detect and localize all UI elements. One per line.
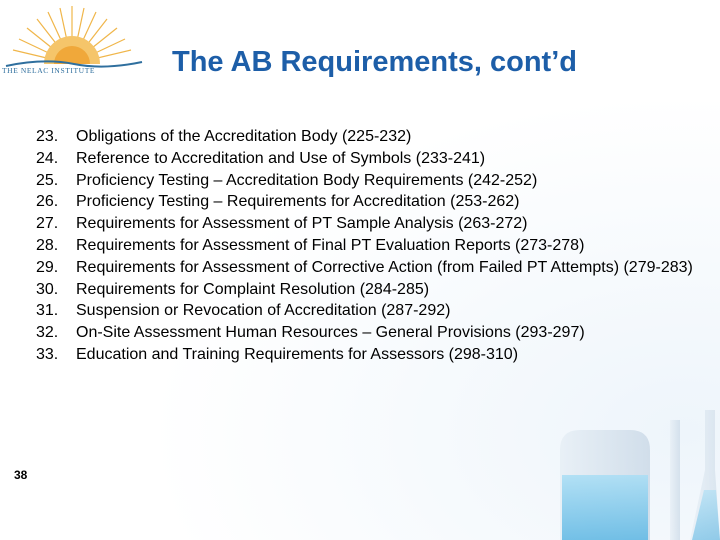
slide-title: The AB Requirements, cont’d [172,46,577,78]
list-item [36,235,716,257]
logo-wordmark: THE NELAC INSTITUTE [2,66,96,75]
list-item [36,126,716,148]
item-text: On-Site Assessment Human Resources – General Provisions (293-297) [76,324,585,342]
item-text: Requirements for Assessment of PT Sample Analysis (263-272) [76,215,528,233]
list-item [36,257,716,279]
list-item [36,322,716,344]
list-item [36,279,716,301]
item-text: Suspension or Revocation of Accreditation (287-292) [76,302,451,320]
item-number: 24. [36,149,59,167]
item-number: 27. [36,215,59,233]
item-number: 23. [36,128,59,145]
list-item [36,344,716,366]
item-number: 33. [36,345,59,363]
page-number: 38 [14,468,28,482]
item-text: Requirements for Assessment of Final PT Evaluation Reports (273-278) [76,236,585,254]
item-text: Education and Training Requirements for Assessors (298-310) [76,345,519,363]
list-item [36,170,716,192]
lab-glassware-illustration [520,390,720,540]
item-number: 32. [36,324,59,342]
item-text: Requirements for Assessment of Corrective Action (from Failed PT Attempts) (279-283) [76,258,693,276]
item-number: 25. [36,171,59,189]
requirements-list [36,126,716,366]
list-item [36,300,716,322]
list-item [36,191,716,213]
list-item [36,213,716,235]
item-text: Reference to Accreditation and Use of Symbols (233-241) [76,149,486,167]
item-text: Proficiency Testing – Requirements for Accreditation (253-262) [76,193,520,211]
item-text: Obligations of the Accreditation Body (225-232) [76,128,412,145]
item-number: 28. [36,236,59,254]
list-item [36,148,716,170]
item-number: 30. [36,280,59,298]
item-number: 29. [36,258,59,276]
item-text: Proficiency Testing – Accreditation Body Requirements (242-252) [76,171,538,189]
item-number: 26. [36,193,59,211]
item-number: 31. [36,302,59,320]
item-text: Requirements for Complaint Resolution (284-285) [76,280,430,298]
